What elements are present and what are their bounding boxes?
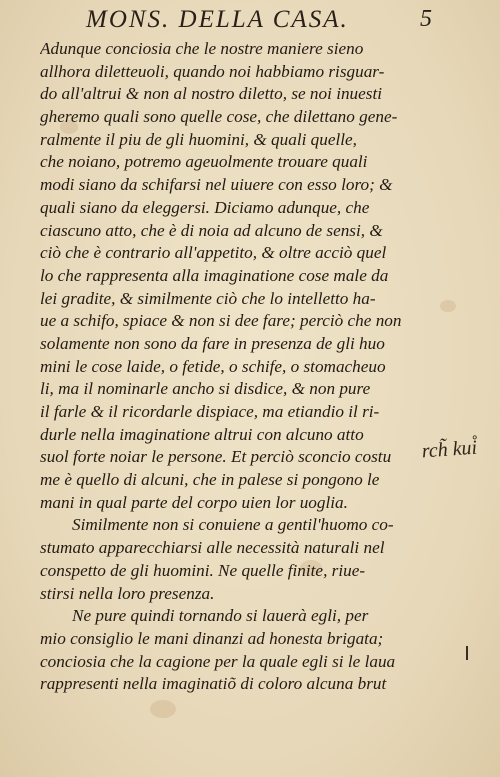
foxing-spot bbox=[440, 300, 456, 312]
text-line: mini le cose laide, o fetide, o schife, o stomacheuo bbox=[40, 356, 386, 376]
margin-mark bbox=[466, 646, 468, 660]
text-line: che noiano, potremo ageuolmente trouare quali bbox=[40, 152, 368, 172]
text-line: conciosia che la cagione per la quale egli si le laua bbox=[40, 651, 396, 671]
text-line: solamente non sono da fare in presenza de gli huo bbox=[40, 333, 385, 353]
body-text bbox=[40, 38, 415, 698]
text-line: stirsi nella loro presenza. bbox=[40, 583, 215, 603]
text-line: mio consiglio le mani dinanzi ad honesta brigata; bbox=[40, 628, 384, 648]
text-line: il farle & il ricordarle dispiace, ma etiandio il ri- bbox=[40, 402, 380, 421]
text-line: ciascuno atto, che è di noia ad alcuno de sensi, & bbox=[40, 220, 383, 240]
text-line: stumato apparecchiarsi alle necessità naturali nel bbox=[40, 538, 385, 558]
foxing-spot bbox=[150, 700, 176, 718]
running-head: MONS. DELLA CASA. bbox=[86, 6, 349, 33]
text-line: lo che rappresenta alla imaginatione cose male da bbox=[40, 265, 389, 285]
text-line: ralmente il piu de gli huomini, & quali quelle, bbox=[40, 129, 357, 149]
text-line: conspetto de gli huomini. Ne quelle finite, riue- bbox=[40, 560, 366, 580]
text-line: Adunque conciosia che le nostre maniere sieno bbox=[40, 39, 364, 58]
text-line: ue a schifo, spiace & non si dee fare; perciò che non bbox=[40, 311, 402, 331]
handwritten-margin-note: rch̃ kui̊ bbox=[421, 436, 478, 463]
text-line: modi siano da schifarsi nel uiuere con esso loro; & bbox=[40, 175, 393, 195]
page-number: 5 bbox=[420, 6, 432, 32]
text-line: Similmente non si conuiene a gentil'huomo co- bbox=[72, 515, 394, 535]
text-line: durle nella imaginatione altrui con alcuno atto bbox=[40, 424, 364, 444]
text-line: allhora diletteuoli, quando noi habbiamo risguar- bbox=[40, 61, 385, 81]
text-line: quali siano da eleggersi. Diciamo adunque, che bbox=[40, 197, 370, 217]
text-line: li, ma il nominarle ancho si disdice, & non pure bbox=[40, 379, 371, 399]
text-line: suol forte noiar le persone. Et perciò sconcio costu bbox=[40, 447, 392, 467]
text-line: do all'altrui & non al nostro diletto, se noi inuesti bbox=[40, 84, 383, 104]
text-line: Ne pure quindi tornando si lauerà egli, per bbox=[72, 606, 369, 626]
text-line: lei gradite, & similmente ciò che lo intelletto ha- bbox=[40, 288, 376, 308]
text-line: rappresenti nella imaginatiõ di coloro alcuna brut bbox=[40, 674, 387, 694]
text-line: mani in qual parte del corpo uien lor uoglia. bbox=[40, 492, 348, 512]
text-line: me è quello di alcuni, che in palese si pongono le bbox=[40, 470, 380, 490]
text-line: gheremo quali sono quelle cose, che dilettano gene- bbox=[40, 107, 398, 127]
text-line: ciò che è contrario all'appetito, & oltre acciò quel bbox=[40, 243, 387, 263]
